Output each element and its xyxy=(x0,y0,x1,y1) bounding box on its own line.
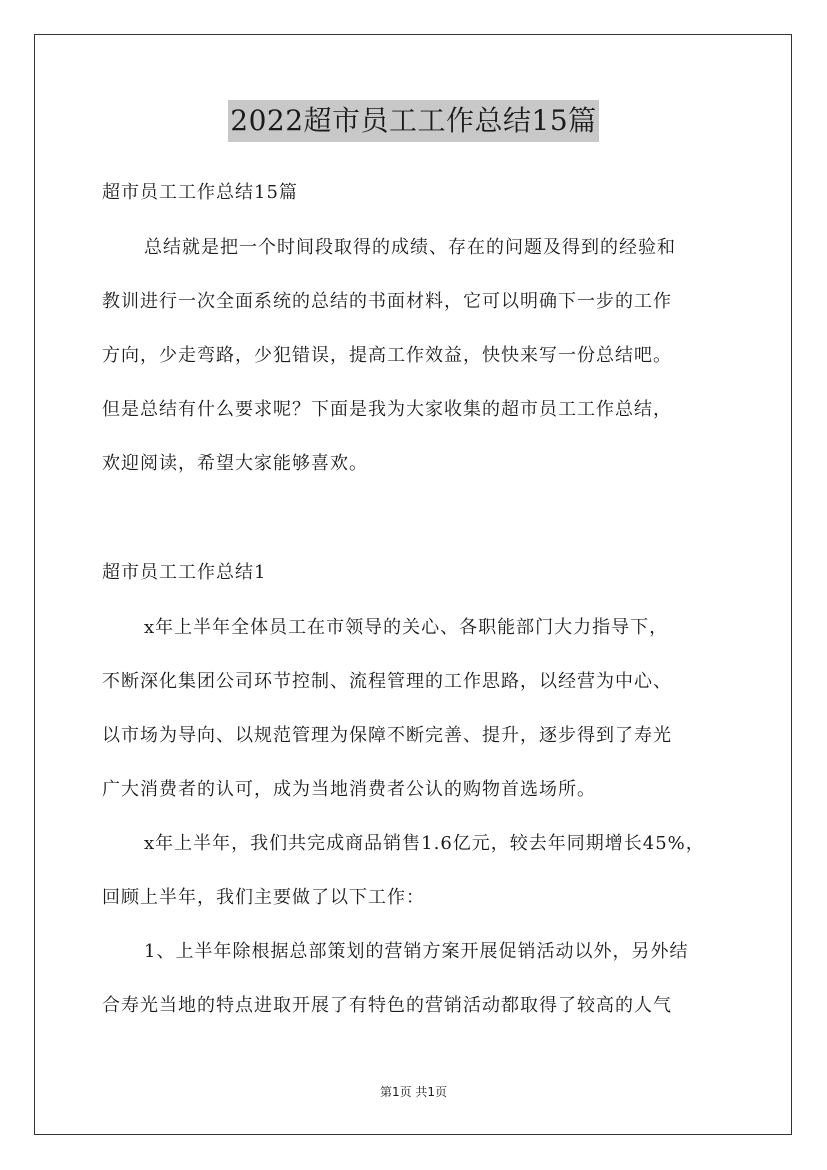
page-number: 第1页 共1页 xyxy=(379,1085,448,1099)
intro-line-2: 教训进行一次全面系统的总结的书面材料，它可以明确下一步的工作 xyxy=(102,291,672,312)
intro-line-1: 总结就是把一个时间段取得的成绩、存在的问题及得到的经验和 xyxy=(144,237,676,258)
paragraph-line: 回顾上半年，我们主要做了以下工作： xyxy=(102,887,425,908)
paragraph-line: 1、上半年除根据总部策划的营销方案开展促销活动以外，另外结 xyxy=(144,941,689,962)
title-container xyxy=(0,100,827,142)
paragraph-line: x年上半年全体员工在市领导的关心、各职能部门大力指导下， xyxy=(144,617,669,638)
intro-line-4: 但是总结有什么要求呢？下面是我为大家收集的超市员工工作总结， xyxy=(102,399,672,420)
paragraph-line: 不断深化集团公司环节控制、流程管理的工作思路，以经营为中心、 xyxy=(102,671,672,692)
intro-line-5: 欢迎阅读，希望大家能够喜欢。 xyxy=(102,453,368,474)
intro-line-3: 方向，少走弯路，少犯错误，提高工作效益，快快来写一份总结吧。 xyxy=(102,345,672,366)
paragraph-line: x年上半年，我们共完成商品销售1.6亿元，较去年同期增长45%， xyxy=(144,833,705,854)
document-title: 2022超市员工工作总结15篇 xyxy=(228,100,598,142)
document-subtitle: 超市员工工作总结15篇 xyxy=(102,182,298,203)
paragraph-line: 以市场为导向、以规范管理为保障不断完善、提升，逐步得到了寿光 xyxy=(102,725,672,746)
section-heading: 超市员工工作总结1 xyxy=(102,562,267,583)
paragraph-line: 合寿光当地的特点进取开展了有特色的营销活动都取得了较高的人气 xyxy=(102,995,672,1016)
paragraph-line: 广大消费者的认可，成为当地消费者公认的购物首选场所。 xyxy=(102,779,596,800)
